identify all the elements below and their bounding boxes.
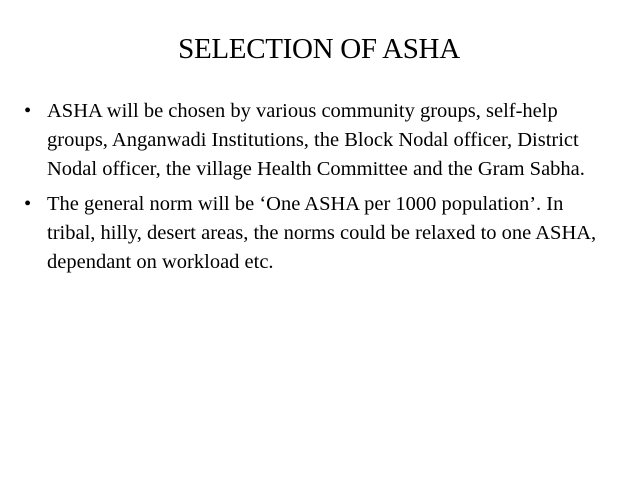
slide-title: SELECTION OF ASHA — [178, 33, 460, 65]
bullet-list — [24, 97, 599, 283]
bullet-icon: • — [24, 193, 32, 215]
bullet-text: The general norm will be ‘One ASHA per 1000 population’. In tribal, hilly, desert areas, the norms could be relaxed to one ASHA, dependant on workload etc. — [47, 193, 597, 273]
bullet-icon: • — [24, 100, 32, 122]
bullet-item-selection — [24, 97, 599, 184]
bullet-item-norm — [24, 190, 599, 277]
bullet-text: ASHA will be chosen by various community groups, self-help groups, Anganwadi Institutions, the Block Nodal officer, District Nodal officer, the village Health Committee and the Gram Sabha. — [47, 100, 585, 180]
